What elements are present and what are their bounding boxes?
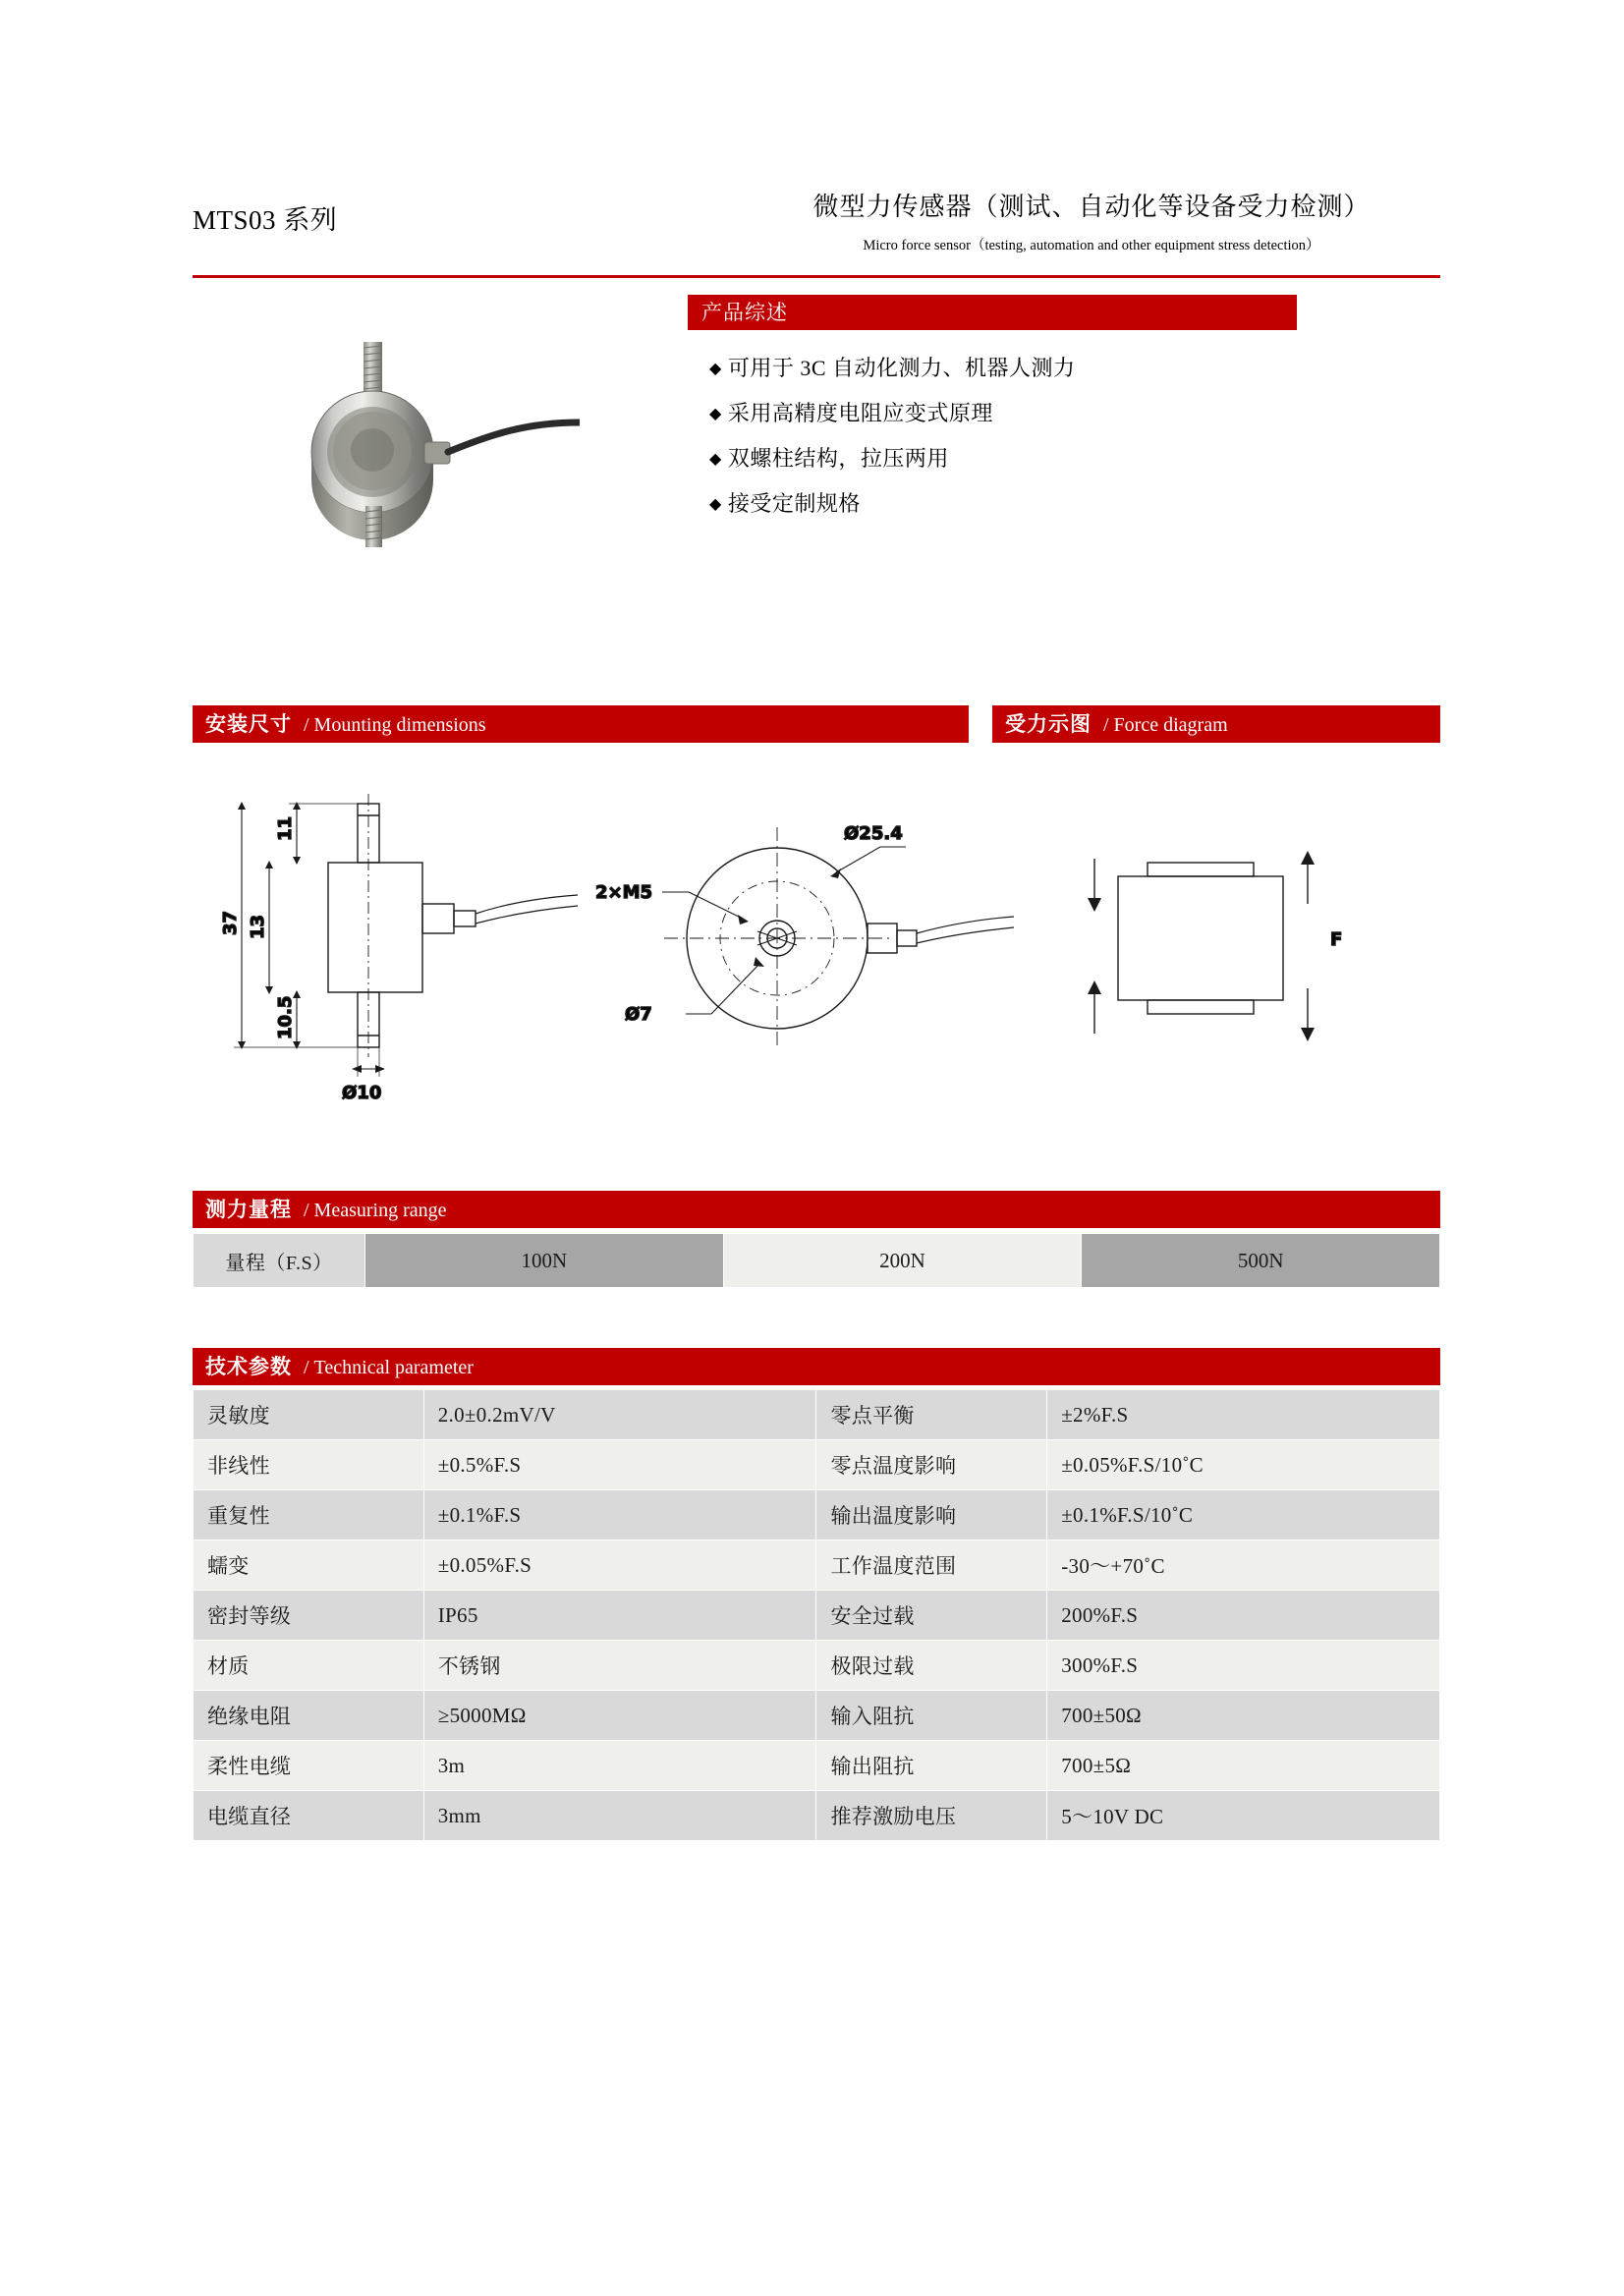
param-value: ±0.1%F.S — [423, 1490, 816, 1540]
param-value: 5～10V DC — [1047, 1791, 1440, 1841]
front-view-drawing — [662, 827, 1014, 1049]
param-value: ±0.05%F.S — [423, 1540, 816, 1591]
diamond-bullet-icon: ◆ — [709, 451, 722, 468]
dim-label-10-5: 10.5 — [275, 995, 296, 1039]
overview-item-text: 接受定制规格 — [727, 491, 861, 516]
param-value: ±0.5%F.S — [423, 1440, 816, 1490]
table-row — [194, 1641, 1440, 1691]
param-key: 重复性 — [194, 1490, 424, 1540]
param-value: ±2%F.S — [1047, 1390, 1440, 1440]
param-value: 200%F.S — [1047, 1591, 1440, 1641]
overview-item-text: 采用高精度电阻应变式原理 — [727, 401, 993, 425]
param-key: 电缆直径 — [194, 1791, 424, 1841]
param-value: 不锈钢 — [423, 1641, 816, 1691]
header-divider — [193, 275, 1440, 278]
overview-bar-label: 产品综述 — [688, 295, 1297, 330]
section-title-en: / Force diagram — [1103, 714, 1228, 736]
dim-label-hole: Ø7 — [625, 1004, 652, 1025]
dim-label-thread: 2×M5 — [595, 882, 653, 903]
section-title-en: / Measuring range — [304, 1200, 447, 1221]
param-key: 零点平衡 — [816, 1390, 1047, 1440]
page-title-en: Micro force sensor（testing, automation and other equipment stress detection） — [863, 238, 1320, 253]
table-row — [194, 1490, 1440, 1540]
technical-parameter-table — [193, 1389, 1440, 1841]
measuring-range-table — [193, 1233, 1440, 1288]
section-bar-tech — [193, 1348, 1440, 1385]
param-value: 3m — [423, 1741, 816, 1791]
list-item — [709, 346, 1297, 391]
dim-label-13: 13 — [248, 914, 268, 939]
header-titles — [743, 187, 1440, 254]
drawings-area — [193, 756, 1440, 1149]
param-key: 柔性电缆 — [194, 1741, 424, 1791]
force-label: F — [1330, 929, 1343, 950]
range-header-cell: 量程（F.S） — [194, 1234, 365, 1288]
dim-label-37: 37 — [220, 910, 241, 935]
diamond-bullet-icon: ◆ — [709, 496, 722, 513]
param-value: IP65 — [423, 1591, 816, 1641]
param-key: 安全过载 — [816, 1591, 1047, 1641]
list-item — [709, 391, 1297, 436]
param-key: 密封等级 — [194, 1591, 424, 1641]
param-key: 材质 — [194, 1641, 424, 1691]
param-value: 3mm — [423, 1791, 816, 1841]
table-row — [194, 1440, 1440, 1490]
param-key: 输出阻抗 — [816, 1741, 1047, 1791]
param-value: ±0.1%F.S/10˚C — [1047, 1490, 1440, 1540]
table-row — [194, 1591, 1440, 1641]
range-value-cell: 500N — [1082, 1234, 1440, 1288]
section-title-cn: 受力示图 — [1005, 712, 1092, 736]
section-bar-force — [992, 705, 1440, 743]
param-key: 推荐激励电压 — [816, 1791, 1047, 1841]
table-row — [194, 1540, 1440, 1591]
diamond-bullet-icon: ◆ — [709, 361, 722, 377]
table-row — [194, 1741, 1440, 1791]
dim-label-d10: Ø10 — [342, 1083, 382, 1103]
diamond-bullet-icon: ◆ — [709, 406, 722, 422]
param-value: ±0.05%F.S/10˚C — [1047, 1440, 1440, 1490]
param-key: 零点温度影响 — [816, 1440, 1047, 1490]
param-key: 工作温度范围 — [816, 1540, 1047, 1591]
overview-block — [688, 295, 1297, 527]
section-title-cn: 测力量程 — [205, 1198, 292, 1221]
table-row — [194, 1791, 1440, 1841]
dim-label-outer-diameter: Ø25.4 — [844, 823, 903, 844]
list-item — [709, 481, 1297, 527]
section-title-en: / Technical parameter — [304, 1357, 474, 1378]
product-photo — [255, 324, 580, 570]
param-key: 蠕变 — [194, 1540, 424, 1591]
param-value: 700±50Ω — [1047, 1691, 1440, 1741]
param-key: 非线性 — [194, 1440, 424, 1490]
photo-bottom-stud — [365, 506, 382, 547]
list-item — [709, 436, 1297, 481]
param-key: 绝缘电阻 — [194, 1691, 424, 1741]
dim-label-11: 11 — [275, 815, 296, 841]
param-value: 2.0±0.2mV/V — [423, 1390, 816, 1440]
side-view-drawing — [328, 794, 578, 1057]
page-title-cn: 微型力传感器（测试、自动化等设备受力检测） — [812, 193, 1371, 221]
force-diagram-drawing — [1088, 851, 1315, 1041]
param-value: 700±5Ω — [1047, 1741, 1440, 1791]
page-header — [193, 187, 1440, 255]
table-row — [194, 1691, 1440, 1741]
table-row — [194, 1234, 1440, 1288]
range-value-cell: 200N — [723, 1234, 1082, 1288]
param-key: 输出温度影响 — [816, 1490, 1047, 1540]
param-key: 输入阻抗 — [816, 1691, 1047, 1741]
photo-cable — [424, 422, 580, 464]
param-value: ≥5000MΩ — [423, 1691, 816, 1741]
section-title-cn: 技术参数 — [205, 1355, 292, 1378]
overview-item-text: 双螺柱结构，拉压两用 — [727, 446, 949, 471]
param-key: 灵敏度 — [194, 1390, 424, 1440]
overview-item-text: 可用于 3C 自动化测力、机器人测力 — [727, 356, 1076, 380]
range-value-cell: 100N — [365, 1234, 724, 1288]
table-row — [194, 1390, 1440, 1440]
section-title-en: / Mounting dimensions — [304, 714, 486, 736]
series-title: MTS03 系列 — [193, 205, 338, 235]
section-title-cn: 安装尺寸 — [205, 712, 292, 736]
param-key: 极限过载 — [816, 1641, 1047, 1691]
param-value: 300%F.S — [1047, 1641, 1440, 1691]
section-bar-mounting — [193, 705, 969, 743]
overview-list — [688, 346, 1297, 527]
section-bar-range — [193, 1191, 1440, 1228]
param-value: -30～+70˚C — [1047, 1540, 1440, 1591]
